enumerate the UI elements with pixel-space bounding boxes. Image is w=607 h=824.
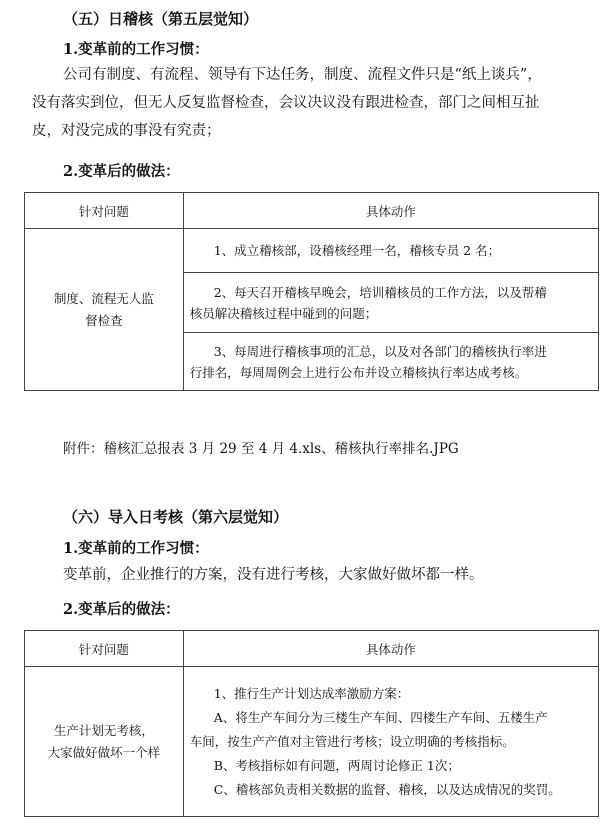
section6-after-heading: 2.变革后的做法：	[63, 601, 180, 618]
section5-title: （五）日稽核（第五层觉知）	[63, 10, 259, 28]
section6-before-heading: 1.变革前的工作习惯：	[63, 540, 209, 557]
section5-before-line-2: 没有落实到位，但无人反复监督检查，会议决议没有跟进检查，部门之间相互扯	[32, 95, 540, 111]
action-line: 3、每周进行稽核事项的汇总，以及对各部门的稽核执行率进	[213, 343, 547, 359]
table-header-problem: 针对问题	[25, 631, 184, 667]
problem-line: 督检查	[85, 312, 123, 328]
section6-title: （六）导入日考核（第六层觉知）	[63, 508, 289, 526]
section5-after-heading: 2.变革后的做法：	[63, 163, 180, 180]
table-row	[25, 229, 599, 273]
section6-table	[24, 630, 599, 817]
action-line: 2、每天召开稽核早晚会，培训稽核员的工作方法，以及帮稽	[213, 284, 547, 300]
section5-table	[24, 192, 599, 391]
table-row	[25, 667, 599, 817]
section5-attachment: 附件：稽核汇总报表 3 月 29 至 4 月 4.xls、稽核执行率排名.JPG	[63, 441, 459, 457]
section5-before-line-1: 公司有制度、有流程、领导有下达任务，制度、流程文件只是“纸上谈兵”，	[63, 67, 542, 83]
action-cell	[183, 667, 598, 817]
action-line: C、稽核部负责相关数据的监督、稽核，以及达成情况的奖罚。	[213, 781, 561, 797]
table-header-row	[25, 631, 599, 667]
action-cell	[183, 333, 598, 391]
table-header-action: 具体动作	[183, 193, 598, 229]
problem-cell	[25, 229, 184, 391]
action-line: A、将生产车间分为三楼生产车间、四楼生产车间、五楼生产	[213, 709, 548, 725]
section5-before-heading: 1.变革前的工作习惯：	[63, 41, 209, 58]
problem-line: 生产计划无考核，	[53, 722, 154, 738]
table-header-action: 具体动作	[183, 631, 598, 667]
section5-before-line-3: 皮，对没完成的事没有究责；	[32, 123, 221, 139]
action-line: 车间，按生产产值对主管进行考核；设立明确的考核指标。	[189, 733, 515, 749]
table-header-row	[25, 193, 599, 229]
problem-line: 制度、流程无人监	[53, 290, 154, 306]
problem-cell	[25, 667, 184, 817]
action-cell	[183, 229, 598, 273]
problem-line: 大家做好做坏一个样	[47, 744, 161, 760]
action-line: 核员解决稽核过程中碰到的问题；	[189, 305, 378, 321]
action-line: 1、成立稽核部，设稽核经理一名，稽核专员 2 名；	[213, 243, 501, 258]
action-line: 行排名，每周周例会上进行公布并设立稽核执行率达成考核。	[189, 364, 528, 380]
section6-before-line: 变革前，企业推行的方案，没有进行考核，大家做好做坏都一样。	[63, 567, 484, 583]
action-line: B、考核指标如有问题，两周讨论修正 1次；	[213, 757, 460, 773]
table-header-problem: 针对问题	[25, 193, 184, 229]
action-cell	[183, 273, 598, 333]
action-line: 1、推行生产计划达成率激励方案：	[213, 685, 410, 701]
